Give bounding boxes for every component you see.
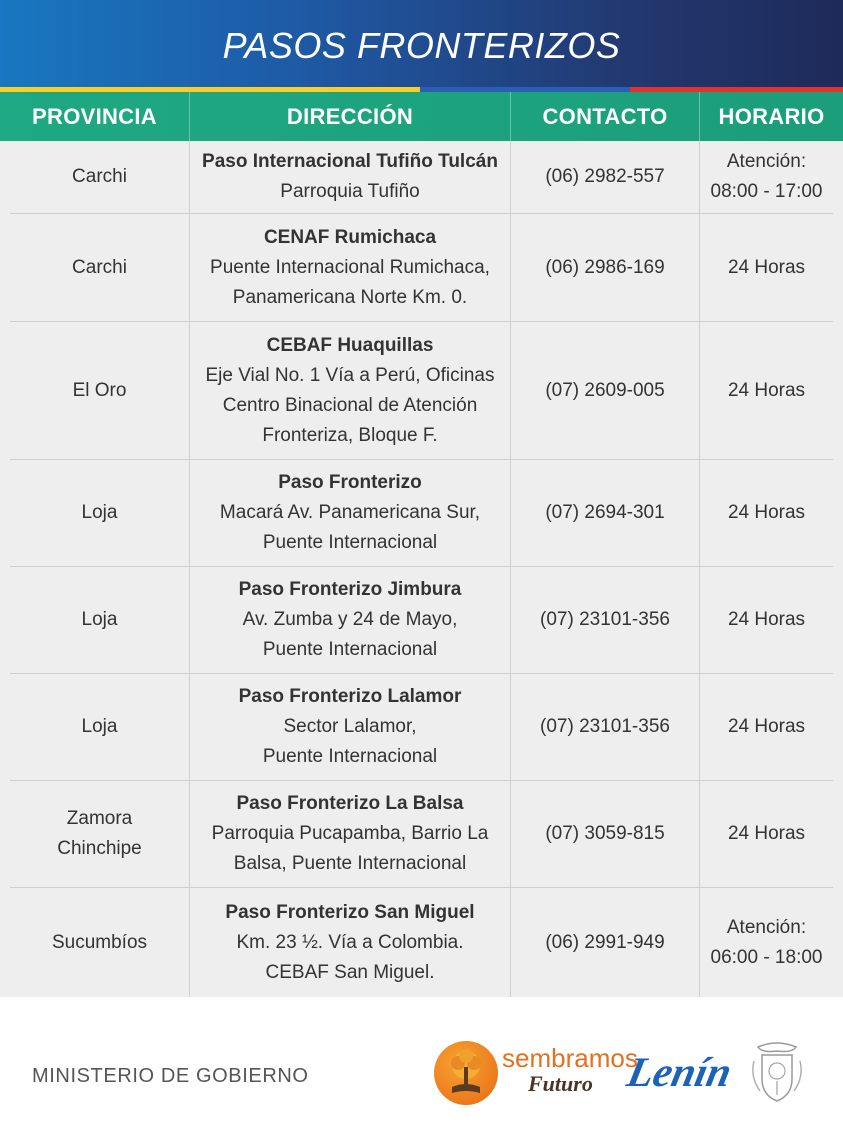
provincia-text: Carchi <box>72 256 127 278</box>
direccion-line: Km. 23 ½. Vía a Colombia. <box>236 931 464 953</box>
direccion-line: Fronteriza, Bloque F. <box>262 424 438 446</box>
horario-text: Atención: <box>726 151 807 172</box>
paso-name: CEBAF Huaquillas <box>266 334 434 356</box>
cell-horario <box>700 888 833 997</box>
table-row <box>10 460 833 567</box>
cell-direccion <box>190 567 511 673</box>
header-contacto: CONTACTO <box>511 92 700 141</box>
direccion-line: Puente Internacional <box>262 639 438 660</box>
direccion-line: Balsa, Puente Internacional <box>233 853 467 874</box>
cell-provincia <box>10 322 190 459</box>
table-row <box>10 567 833 674</box>
cell-provincia <box>10 888 190 997</box>
horario-text: 24 Horas <box>727 716 806 737</box>
cell-direccion <box>190 214 511 321</box>
direccion-line: Eje Vial No. 1 Vía a Perú, Oficinas <box>205 364 495 386</box>
provincia-text: Loja <box>81 502 118 523</box>
cell-horario <box>700 674 833 780</box>
lenin-logo: Lenín <box>623 1050 736 1096</box>
horario-text: 24 Horas <box>727 823 806 844</box>
table-row <box>10 674 833 781</box>
cell-provincia <box>10 674 190 780</box>
provincia-text: Loja <box>81 609 118 630</box>
horario-text: 24 Horas <box>727 502 806 523</box>
footer <box>0 997 843 1147</box>
header-direccion: DIRECCIÓN <box>190 92 511 141</box>
title-banner <box>0 0 843 87</box>
direccion-line: Panamericana Norte Km. 0. <box>232 286 468 308</box>
paso-name: CENAF Rumichaca <box>263 226 437 248</box>
direccion-line: Macará Av. Panamericana Sur, <box>219 502 481 523</box>
table-header <box>0 92 843 141</box>
cell-contacto <box>511 460 700 566</box>
table-row <box>10 214 833 322</box>
cell-direccion <box>190 460 511 566</box>
cell-contacto <box>511 781 700 887</box>
cell-provincia <box>10 781 190 887</box>
direccion-line: Centro Binacional de Atención <box>222 394 478 416</box>
paso-name: Paso Fronterizo <box>278 472 422 493</box>
tree-icon <box>434 1041 498 1105</box>
cell-horario <box>700 141 833 213</box>
paso-name: Paso Fronterizo Jimbura <box>238 579 462 600</box>
cell-contacto <box>511 214 700 321</box>
horario-text: 06:00 - 18:00 <box>710 946 823 968</box>
paso-name: Paso Fronterizo La Balsa <box>236 793 464 814</box>
direccion-line: Parroquia Pucapamba, Barrio La <box>211 823 489 844</box>
cell-direccion <box>190 781 511 887</box>
direccion-line: Puente Internacional Rumichaca, <box>210 256 490 278</box>
coat-of-arms-icon <box>748 1041 806 1107</box>
cell-horario <box>700 322 833 459</box>
table-body <box>0 141 843 997</box>
paso-name: Paso Internacional Tufiño Tulcán <box>202 151 498 172</box>
direccion-line: Av. Zumba y 24 de Mayo, <box>242 609 458 630</box>
cell-provincia <box>10 567 190 673</box>
cell-horario <box>700 460 833 566</box>
paso-name: Paso Fronterizo Lalamor <box>238 686 462 707</box>
horario-text: 24 Horas <box>727 256 806 278</box>
table-row <box>10 141 833 214</box>
phone-number: (07) 3059-815 <box>545 823 665 844</box>
provincia-text: Carchi <box>72 166 127 187</box>
cell-provincia <box>10 141 190 213</box>
table-row <box>10 888 833 997</box>
cell-horario <box>700 214 833 321</box>
direccion-line: Parroquia Tufiño <box>280 181 420 202</box>
phone-number: (07) 2694-301 <box>545 502 665 523</box>
phone-number: (06) 2982-557 <box>545 166 665 187</box>
cell-contacto <box>511 322 700 459</box>
phone-number: (06) 2991-949 <box>545 931 665 953</box>
provincia-text: El Oro <box>72 379 127 401</box>
direccion-line: CEBAF San Miguel. <box>265 961 435 983</box>
futuro-text: Futuro <box>528 1071 593 1096</box>
header-horario: HORARIO <box>718 103 825 129</box>
direccion-line: Puente Internacional <box>262 532 438 553</box>
header-provincia: PROVINCIA <box>0 92 190 141</box>
horario-text: 08:00 - 17:00 <box>710 181 823 202</box>
provincia-text: Zamora <box>66 808 133 829</box>
provincia-text: Sucumbíos <box>51 931 148 953</box>
horario-text: 24 Horas <box>727 609 806 630</box>
cell-contacto <box>511 141 700 213</box>
direccion-line: Puente Internacional <box>262 746 438 767</box>
paso-name: Paso Fronterizo San Miguel <box>225 901 475 923</box>
phone-number: (06) 2986-169 <box>545 256 665 278</box>
table-row <box>10 781 833 888</box>
sembramos-futuro-logo <box>434 1041 638 1105</box>
direccion-line: Sector Lalamor, <box>283 716 417 737</box>
cell-contacto <box>511 888 700 997</box>
phone-number: (07) 23101-356 <box>540 716 670 737</box>
cell-direccion <box>190 141 511 213</box>
cell-provincia <box>10 460 190 566</box>
cell-direccion <box>190 322 511 459</box>
cell-horario <box>700 567 833 673</box>
page-title: PASOS FRONTERIZOS <box>222 24 621 66</box>
cell-contacto <box>511 567 700 673</box>
horario-text: Atención: <box>726 916 807 938</box>
cell-contacto <box>511 674 700 780</box>
sembramos-text: sembramos <box>502 1043 638 1073</box>
horario-text: 24 Horas <box>727 379 806 401</box>
ministry-name: MINISTERIO DE GOBIERNO <box>32 1065 309 1087</box>
phone-number: (07) 23101-356 <box>540 609 670 630</box>
table-row <box>10 322 833 460</box>
cell-direccion <box>190 888 511 997</box>
provincia-text: Loja <box>81 716 118 737</box>
provincia-text: Chinchipe <box>57 838 142 859</box>
cell-provincia <box>10 214 190 321</box>
cell-horario <box>700 781 833 887</box>
phone-number: (07) 2609-005 <box>545 379 665 401</box>
cell-direccion <box>190 674 511 780</box>
